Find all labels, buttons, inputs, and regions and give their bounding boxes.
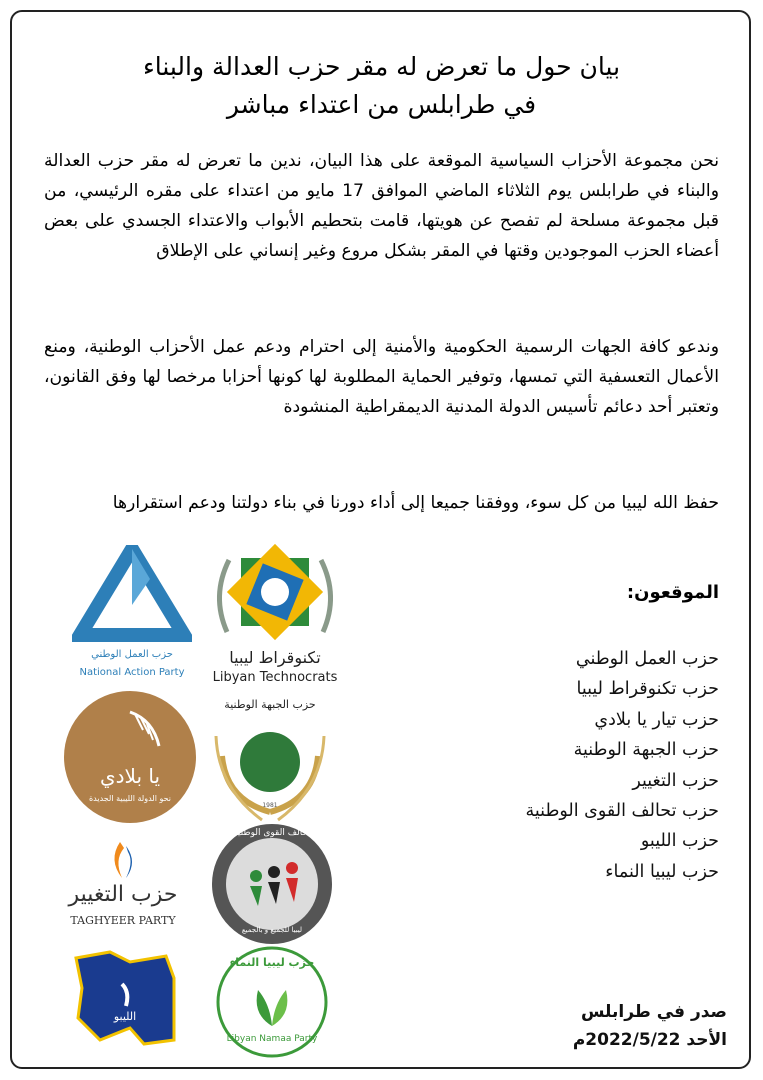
signers-list (459, 644, 719, 887)
paragraph-call-to-authorities: وندعو كافة الجهات الرسمية الحكومية والأمنية إلى احترام ودعم عمل الأحزاب الوطنية، ومنع الأعمال التعسفية التي تمسها، وتوفير الحماية المطلوبة لها كونها أحزابا مرخصا لها وفق القانون، وتعتبر أحد دعائم تأسيس الدولة المدنية الديمقراطية المنشودة (44, 337, 719, 417)
signer-item: حزب تكنوقراط ليبيا (576, 679, 719, 700)
namaa-english-name: Libyan Namaa Party (226, 1034, 318, 1044)
issue-place: صدر في طرابلس (581, 1002, 727, 1022)
alliance-name: تحالف القوى الوطنية (233, 828, 311, 838)
taghyeer-english-name: TAGHYEER PARTY (70, 914, 176, 927)
signer-item: حزب ليبيا النماء (605, 861, 719, 882)
signer-item: حزب التغيير (632, 770, 719, 791)
signers-heading: الموقعون: (626, 582, 719, 603)
front-year: 1981 (262, 802, 278, 809)
paragraph-closing-prayer: حفظ الله ليبيا من كل سوء، ووفقنا جميعا إلى أداء دورنا في بناء دولتنا ودعم استقرارها (112, 493, 719, 513)
taghyeer-party-logo (58, 838, 188, 938)
nap-arabic-name: حزب العمل الوطني (91, 649, 173, 660)
front-arabic-name: حزب الجبهة الوطنية (224, 698, 316, 711)
ya-biladi-logo (63, 690, 197, 824)
taghyeer-arabic-name: حزب التغيير (68, 882, 178, 907)
namaa-arabic-name: حزب ليبيا النماء (229, 956, 315, 969)
paragraph-condemnation: نحن مجموعة الأحزاب السياسية الموقعة على هذا البيان، ندين ما تعرض له مقر حزب العدالة والبناء في طرابلس يوم الثلاثاء الماضي الموافق 17 مايو من اعتداء على مقره الرئيسي، من قبل مجموعة مسلحة لم تفصح عن هويتها، قامت بتحطيم الأبواب والاعتداء الجسدي على بعض أعضاء الحزب الموجودين وقتها في المقر بشكل مروع وغير إنساني على الإطلاق (44, 151, 719, 261)
nap-english-name: National Action Party (79, 667, 185, 678)
issue-stamp (573, 998, 727, 1054)
signer-item: حزب تيار يا بلادي (594, 709, 719, 730)
signer-item: حزب تحالف القوى الوطنية (525, 801, 719, 822)
biladi-slogan: نحو الدولة الليبية الجديدة (88, 794, 172, 803)
alliance-slogan: ليبيا للجميع و بالجميع (241, 926, 303, 934)
libya-namaa-logo (216, 946, 328, 1058)
tech-arabic-name: تكنوقراط ليبيا (229, 648, 321, 667)
signer-item: حزب العمل الوطني (575, 649, 719, 669)
issue-date: الأحد 2022/5/22م (572, 1030, 727, 1050)
national-front-logo (208, 696, 332, 826)
national-action-party-logo (72, 545, 192, 685)
title-line-1: بيان حول ما تعرض له مقر حزب العدالة والبناء (142, 52, 621, 81)
signer-item: حزب الجبهة الوطنية (573, 740, 719, 761)
libyan-technocrats-logo (205, 540, 345, 688)
title-line-2: في طرابلس من اعتداء مباشر (226, 90, 537, 119)
libu-name: الليبو (113, 1010, 137, 1023)
biladi-name: يا بلادي (99, 764, 161, 788)
signer-item: حزب الليبو (640, 831, 719, 852)
national-forces-alliance-logo (210, 822, 334, 946)
tech-english-name: Libyan Technocrats (212, 670, 338, 685)
statement-title (60, 48, 703, 124)
libu-party-logo (70, 948, 180, 1048)
